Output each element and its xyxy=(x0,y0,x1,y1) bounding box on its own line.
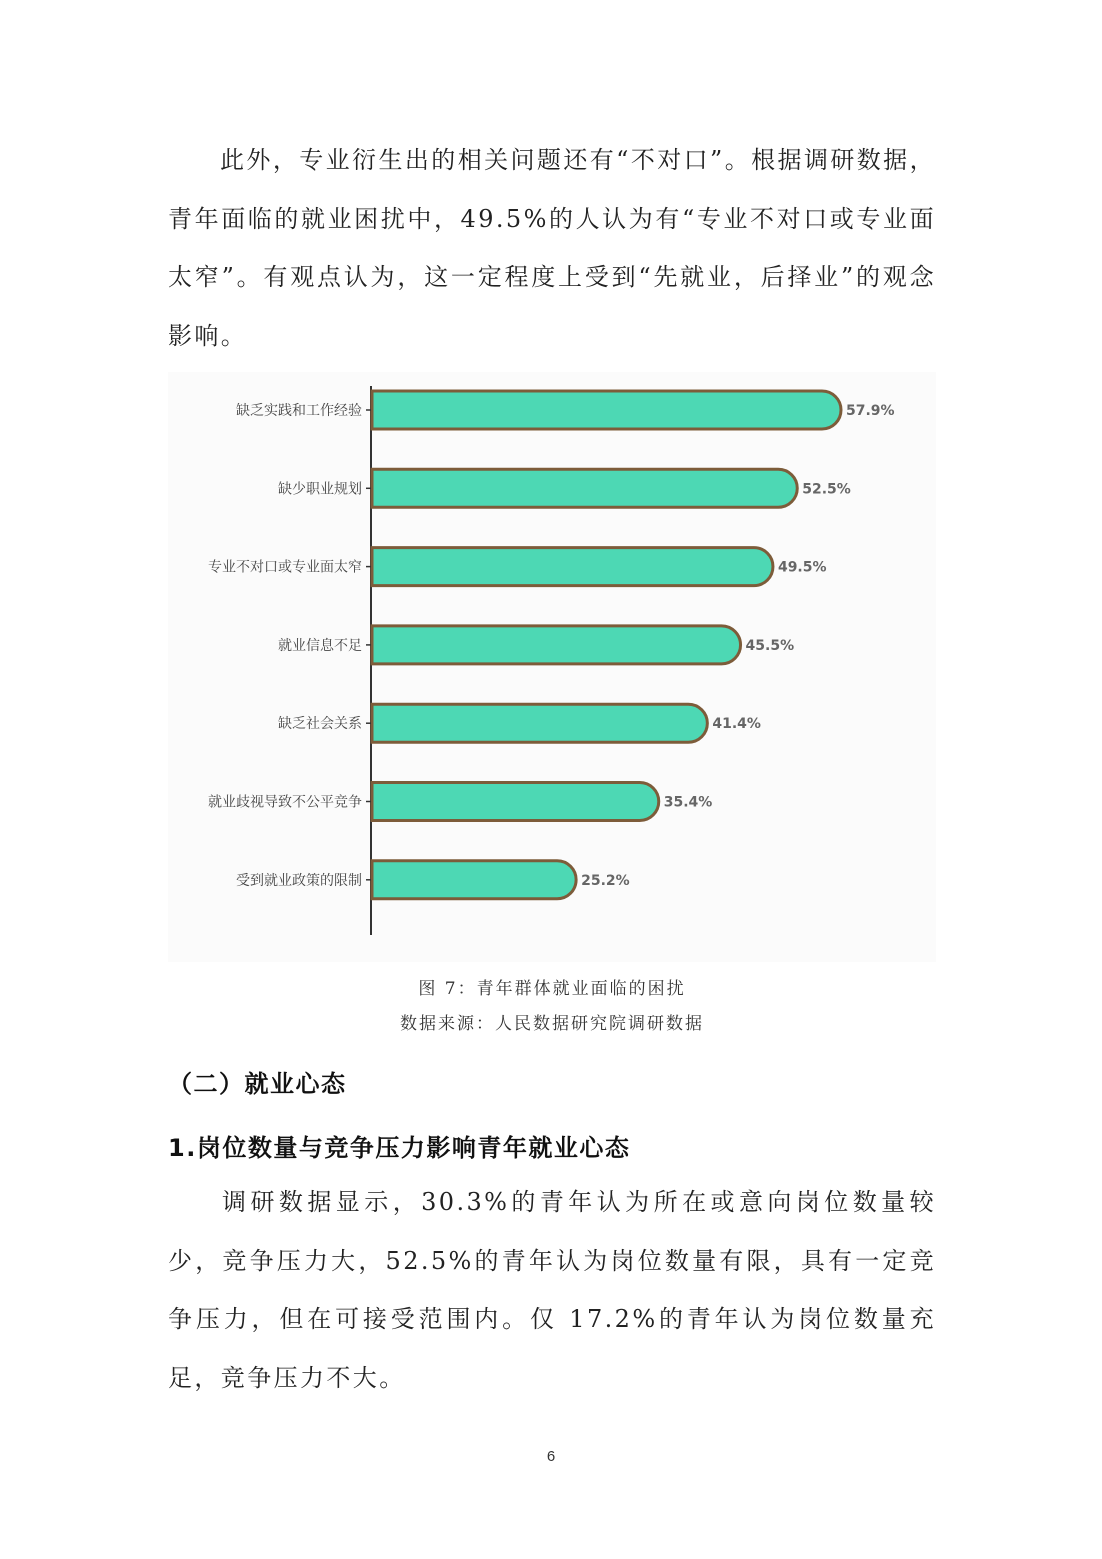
bar xyxy=(372,704,707,742)
value-label: 45.5% xyxy=(745,637,795,654)
figure-source: 数据来源：人民数据研究院调研数据 xyxy=(400,1014,704,1034)
bar-chart xyxy=(168,372,936,962)
value-label: 49.5% xyxy=(777,559,827,576)
bar xyxy=(372,469,797,507)
category-label: 缺少职业规划 xyxy=(278,481,362,498)
category-label: 专业不对口或专业面太窄 xyxy=(208,559,362,576)
category-label: 就业信息不足 xyxy=(278,637,362,654)
body-paragraph: 调研数据显示，30.3%的青年认为所在或意向岗位数量较少，竞争压力大，52.5%的青年认为岗位数量有限，具有一定竞争压力，但在可接受范围内。仅 17.2%的青年认为岗位数量充足，竞争压力不大。 xyxy=(168,1188,936,1392)
category-label: 就业歧视导致不公平竞争 xyxy=(208,794,362,811)
category-label: 缺乏实践和工作经验 xyxy=(236,403,362,419)
category-label: 缺乏社会关系 xyxy=(278,716,362,733)
value-label: 35.4% xyxy=(663,794,713,811)
subsection-heading: 1.岗位数量与竞争压力影响青年就业心态 xyxy=(168,1134,631,1162)
bar xyxy=(372,548,773,586)
figure-caption: 图 7：青年群体就业面临的困扰 xyxy=(418,979,686,999)
bar xyxy=(372,861,576,899)
category-label: 受到就业政策的限制 xyxy=(236,872,362,889)
value-label: 41.4% xyxy=(712,716,761,733)
bar xyxy=(372,391,841,429)
intro-paragraph: 此外，专业衍生出的相关问题还有“不对口”。根据调研数据，青年面临的就业困扰中，49.5%的人认为有“专业不对口或专业面太窄”。有观点认为，这一定程度上受到“先就业，后择业”的观念影响。 xyxy=(168,146,936,350)
bar xyxy=(372,783,659,821)
value-label: 25.2% xyxy=(581,872,630,889)
section-heading: （二）就业心态 xyxy=(168,1070,347,1098)
value-label: 52.5% xyxy=(802,481,851,498)
bar xyxy=(372,626,741,664)
value-label: 57.9% xyxy=(846,403,895,419)
page-number: 6 xyxy=(546,1448,556,1465)
